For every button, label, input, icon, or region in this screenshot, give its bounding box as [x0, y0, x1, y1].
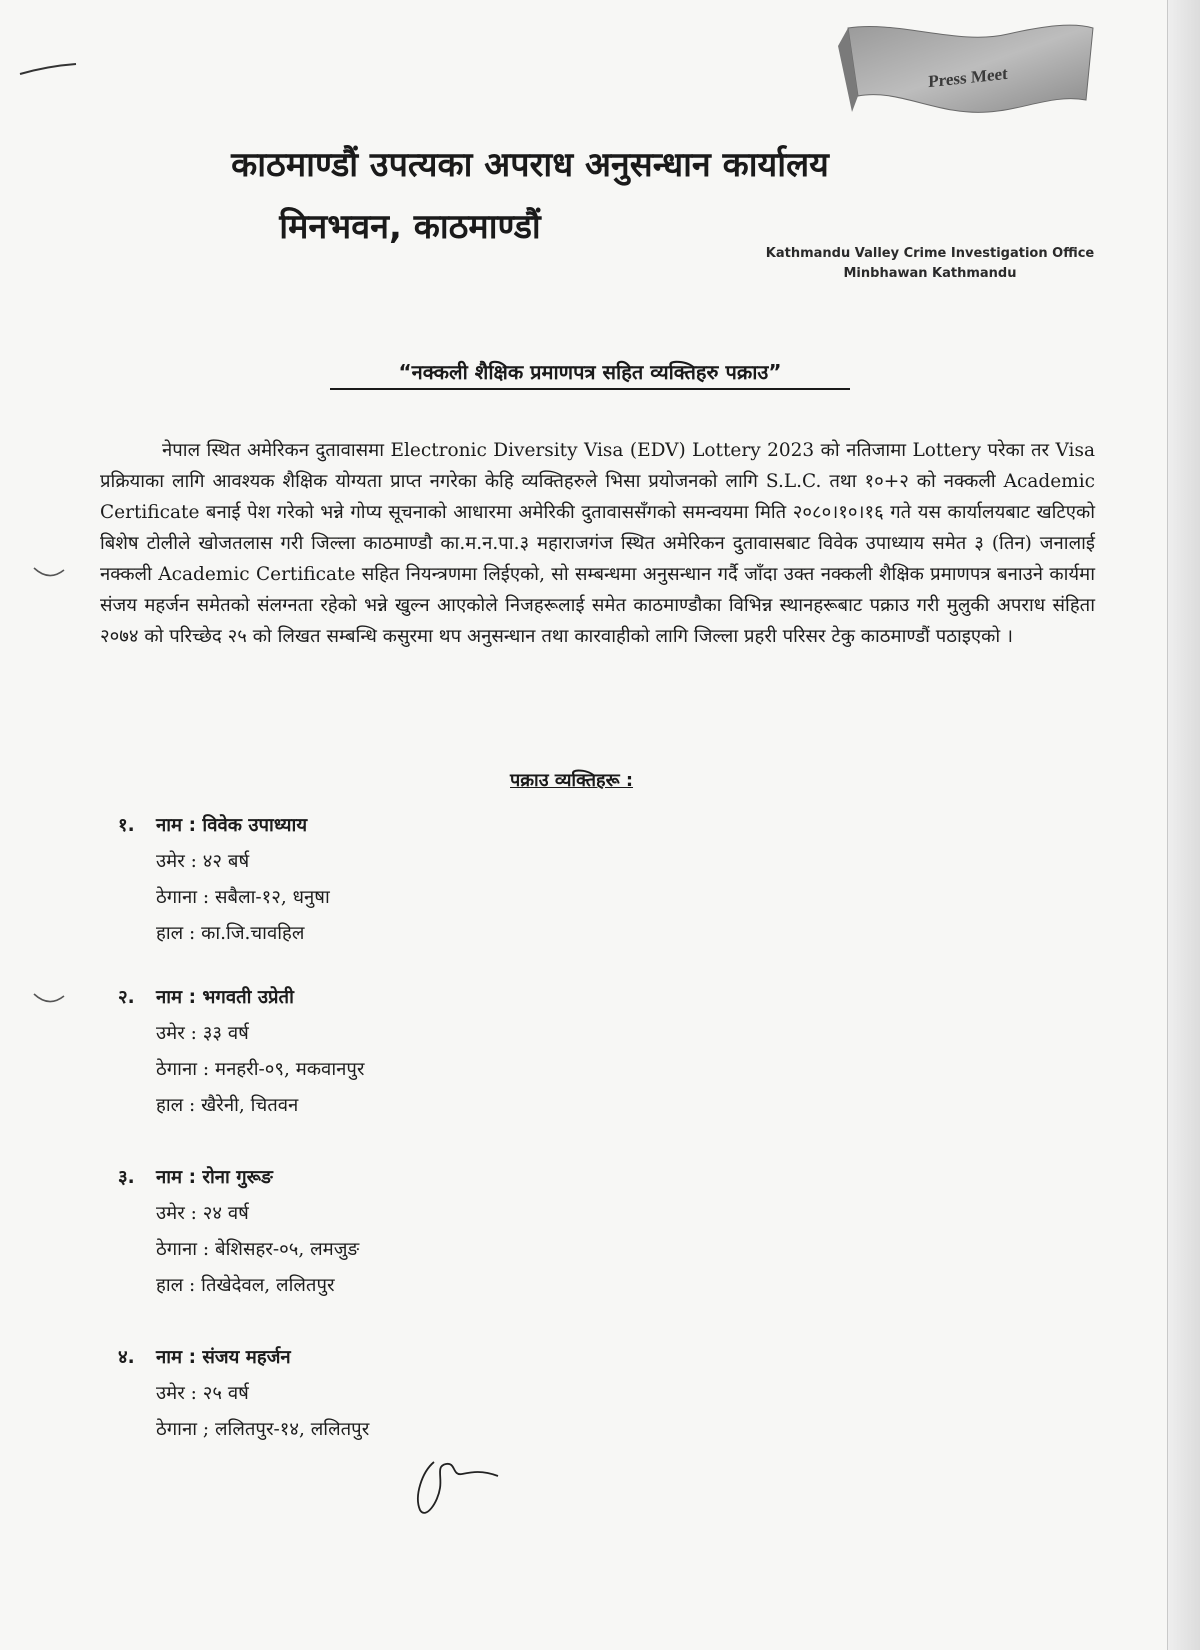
office-english-line1: Kathmandu Valley Crime Investigation Office [765, 246, 1095, 261]
handwritten-signature [412, 1450, 502, 1520]
person-name: नाम : रोना गुरूङ [156, 1167, 273, 1188]
person-current-address: हाल : तिखेदेवल, ललितपुर [156, 1275, 335, 1296]
arrested-persons-heading: पक्राउ व्यक्तिहरू : [510, 770, 634, 791]
person-name-line [118, 808, 718, 844]
office-english-name [760, 244, 1100, 284]
press-meet-ribbon [838, 16, 1098, 126]
person-name-line [118, 1160, 718, 1196]
press-meet-label: Press Meet [928, 63, 1008, 92]
margin-tick-mark [32, 990, 66, 1006]
person-name: नाम : भगवती उप्रेती [156, 987, 294, 1008]
person-current-address: हाल : खैरेनी, चितवन [156, 1095, 299, 1116]
person-number: १. [118, 815, 135, 836]
press-release-body: नेपाल स्थित अमेरिकन दुतावासमा Electronic Diversity Visa (EDV) Lottery 2023 को नतिजामा Lottery परेका तर Visa प्रक्रियाका लागि आवश्यक शैक्षिक योग्यता प्राप्त नगरेका केहि व्यक्तिहरुले भिसा प्रयोजनको लागि S.L.C. तथा १०+२ को नक्कली Academic Certificate बनाई पेश गरेको भन्ने गोप्य सूचनाको आधारमा अमेरिकी दुतावाससँगको समन्वयमा मिति २०८०।१०।१६ गते यस कार्यालयबाट खटिएको बिशेष टोलीले खोजतलास गरी जिल्ला काठमाण्डौ का.म.न.पा.३ महाराजगंज स्थित अमेरिकन दुतावासबाट विवेक उपाध्याय समेत ३ (तिन) जनालाई नक्कली Academic Certificate सहित नियन्त्रणमा लिईएको, सो सम्बन्धमा अनुसन्धान गर्दै जाँदा उक्त नक्कली शैक्षिक प्रमाणपत्र बनाउने कार्यमा संजय महर्जन समेतको संलग्नता रहेको भन्ने खुल्न आएकोले निजहरूलाई समेत काठमाण्डौका विभिन्न स्थानहरूबाट पक्राउ गरी मुलुकी अपराध संहिता २०७४ को परिच्छेद २५ को लिखत सम्बन्धि कसुरमा थप अनुसन्धान तथा कारवाहीको लागि जिल्ला प्रहरी परिसर टेकु काठमाण्डौं पठाइएको । [100, 440, 1096, 647]
person-age: उमेर : २५ वर्ष [156, 1383, 249, 1404]
office-english-line2: Minbhawan Kathmandu [843, 266, 1017, 281]
person-name-line [118, 1340, 718, 1376]
person-address: ठेगाना : सबैला-१२, धनुषा [156, 887, 330, 908]
page-edge-shadow [1167, 0, 1200, 1650]
person-age: उमेर : ४२ बर्ष [156, 851, 250, 872]
person-number: ३. [118, 1167, 135, 1188]
person-number: २. [118, 987, 135, 1008]
arrested-person [118, 808, 718, 952]
arrested-person [118, 1160, 718, 1304]
person-address: ठेगाना : बेशिसहर-०५, लमजुङ [156, 1239, 360, 1260]
pen-stroke-mark [18, 60, 78, 80]
arrested-person [118, 1340, 718, 1448]
person-age: उमेर : २४ वर्ष [156, 1203, 249, 1224]
press-release-headline: “नक्कली शैक्षिक प्रमाणपत्र सहित व्यक्तिहरु पक्राउ” [330, 358, 850, 390]
person-age: उमेर : ३३ वर्ष [156, 1023, 249, 1044]
person-name: नाम : संजय महर्जन [156, 1347, 291, 1368]
person-name: नाम : विवेक उपाध्याय [156, 815, 308, 836]
person-number: ४. [118, 1347, 135, 1368]
person-address: ठेगाना : मनहरी-०९, मकवानपुर [156, 1059, 365, 1080]
margin-tick-mark [32, 564, 66, 580]
person-current-address: हाल : का.जि.चावहिल [156, 923, 305, 944]
office-title: काठमाण्डौं उपत्यका अपराध अनुसन्धान कार्यालय [231, 145, 829, 185]
person-address: ठेगाना ; ललितपुर-१४, ललितपुर [156, 1419, 370, 1440]
office-location: मिनभवन, काठमाण्डौं [279, 207, 541, 247]
arrested-person [118, 980, 718, 1124]
person-name-line [118, 980, 718, 1016]
